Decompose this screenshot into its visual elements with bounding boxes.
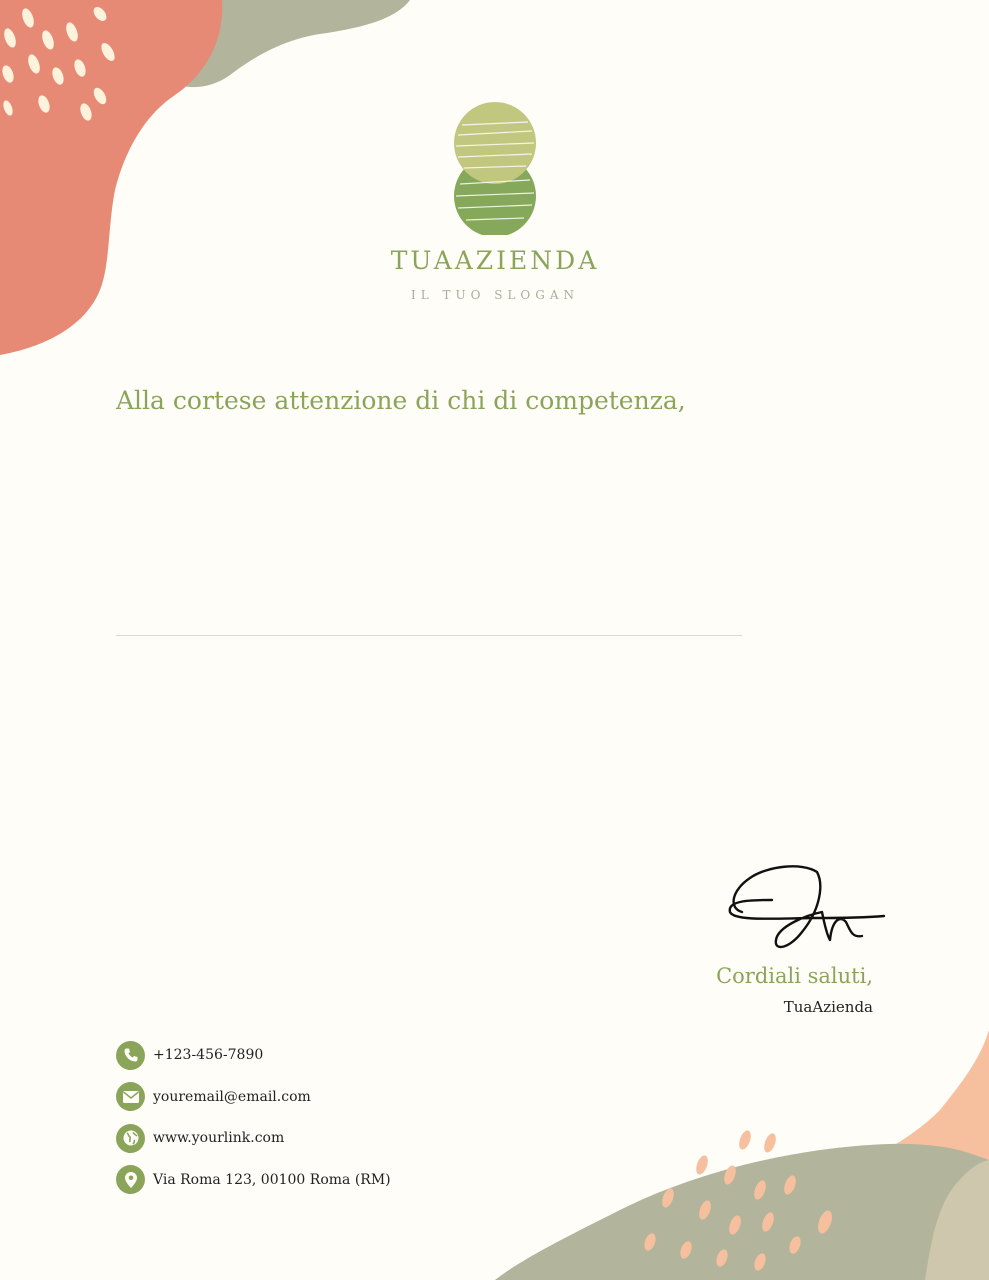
globe-icon [116, 1124, 145, 1153]
contact-website-text[interactable]: www.yourlink.com [153, 1130, 285, 1146]
contact-address-text: Via Roma 123, 00100 Roma (RM) [153, 1171, 391, 1188]
company-slogan: IL TUO SLOGAN [410, 288, 580, 302]
logo-circles-icon [450, 100, 540, 235]
location-pin-icon [116, 1165, 145, 1194]
signer-name: TuaAzienda [783, 998, 873, 1016]
divider-line [116, 635, 742, 636]
letter-salutation: Alla cortese attenzione di chi di competenza, [116, 386, 686, 415]
letter-closing: Cordiali saluti, [716, 964, 873, 988]
contact-website [116, 1123, 391, 1153]
company-name: TUAAZIENDA [390, 246, 600, 275]
phone-icon [116, 1041, 145, 1070]
contact-phone-text[interactable]: +123-456-7890 [153, 1047, 264, 1063]
peach-blob-bottom-right [885, 1030, 989, 1160]
contact-list [116, 1040, 391, 1206]
company-logo [395, 100, 595, 235]
contact-address [116, 1165, 391, 1195]
contact-email [116, 1082, 391, 1112]
handwritten-signature [722, 860, 892, 960]
contact-email-text[interactable]: youremail@email.com [153, 1088, 311, 1105]
sage-blob-bottom [495, 1144, 989, 1280]
contact-phone [116, 1040, 391, 1070]
email-icon [116, 1082, 145, 1111]
